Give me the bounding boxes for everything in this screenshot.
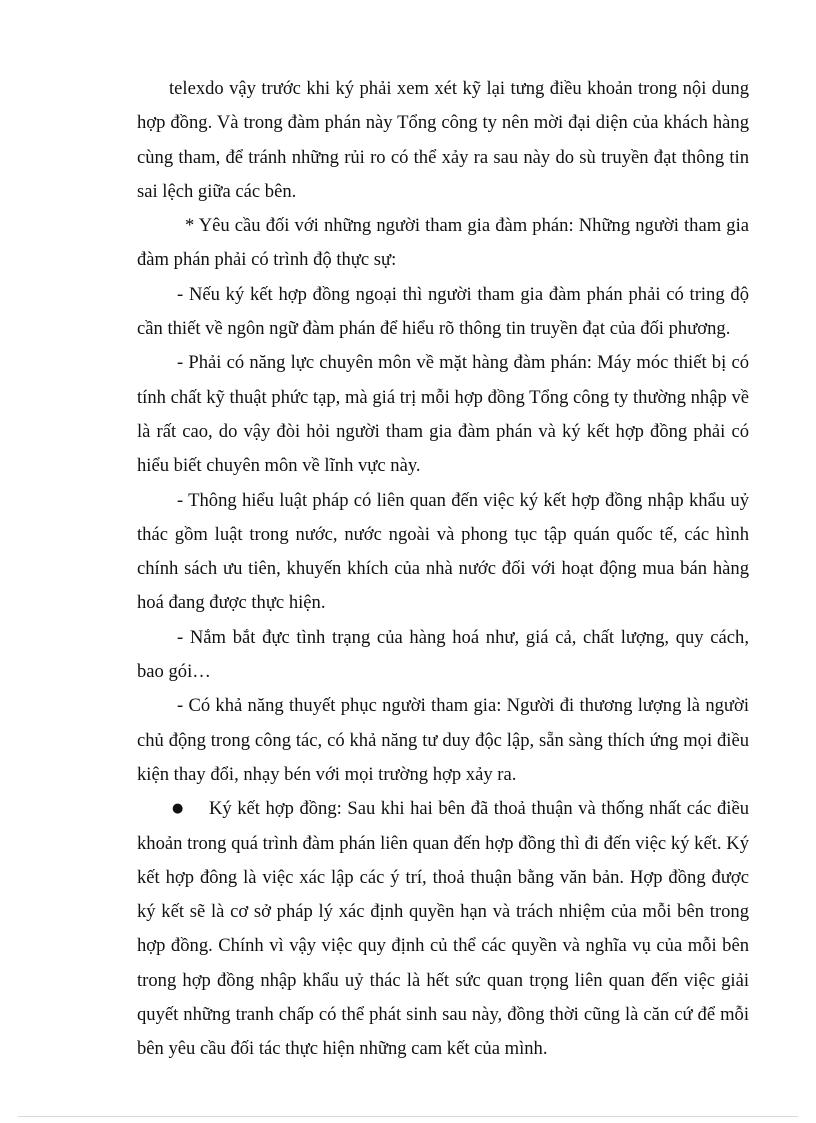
paragraph-intro: telexdo vậy trước khi ký phải xem xét kỹ lại tưng điều khoản trong nội dung hợp đồng. Và trong đàm phán này Tổng công ty nên mời đại diện của khách hàng cùng tham, để tránh những rủi ro có thể xảy ra sau này do sù truyền đạt thông tin sai lệch giữa các bên. [137, 78, 749, 202]
paragraph-legal-knowledge: - Thông hiểu luật pháp có liên quan đến việc ký kết hợp đồng nhập khẩu uỷ thác gồm luật trong nước, nước ngoài và phong tục tập quán quốc tế, các hình chính sách ưu tiên, khuyến khích của nhà nước đối với hoạt động mua bán hàng hoá đang được thực hiện. [137, 489, 749, 614]
paragraph-goods-status: - Nắm bắt đực tình trạng của hàng hoá như, giá cả, chất lượng, quy cách, bao gói… [137, 626, 749, 683]
bullet-item-text: Ký kết hợp đồng: Sau khi hai bên đã thoả thuận và thống nhất các điều khoản trong quá trình đàm phán liên quan đến hợp đồng thì đi đến việc ký kết. Ký kết hợp đông là việc xác lập các ý trí, thoả thuận bằng văn bản. Hợp đồng được ký kết sẽ là cơ sở pháp lý xác định quyền hạn và trách nhiệm của mỗi bên trong hợp đồng. Chính vì vậy việc quy định củ thể các quyền và nghĩa vụ của mỗi bên trong hợp đồng nhập khẩu uỷ thác là hết sức quan trọng liên quan đến việc giải quyết những tranh chấp có thể phát sinh sau này, đồng thời cũng là căn cứ để mỗi bên yêu cầu đối tác thực hiện những cam kết của mình. [137, 798, 749, 1060]
paragraph-persuasion: - Có khả năng thuyết phục người tham gia: Người đi thương lượng là người chủ động trong công tác, có khả năng tư duy độc lập, sẵn sàng thích ứng mọi điều kiện thay đổi, nhạy bén với mọi trường hợp xảy ra. [137, 695, 749, 785]
paragraph-requirements-heading: * Yêu cầu đối với những người tham gia đàm phán: Những người tham gia đàm phán phải có trình độ thực sự: [137, 215, 749, 271]
paragraph-expertise: - Phải có năng lực chuyên môn về mặt hàng đàm phán: Máy móc thiết bị có tính chất kỹ thuật phức tạp, mà giá trị mỗi hợp đồng Tổng công ty thường nhập về là rất cao, do vậy đòi hỏi người tham gia đàm phán và ký kết hợp đồng phải có hiểu biết chuyên môn về lĩnh vực này. [137, 352, 749, 477]
page-bottom-divider [18, 1116, 798, 1117]
paragraph-language-skill: - Nếu ký kết hợp đồng ngoại thì người tham gia đàm phán phải có tring độ cần thiết về ngôn ngữ đàm phán để hiểu rõ thông tin truyền đạt của đối phương. [137, 283, 749, 340]
bullet-icon: ● [172, 801, 184, 817]
document-body [137, 72, 749, 1067]
bullet-item-contract-signing [137, 792, 749, 1066]
